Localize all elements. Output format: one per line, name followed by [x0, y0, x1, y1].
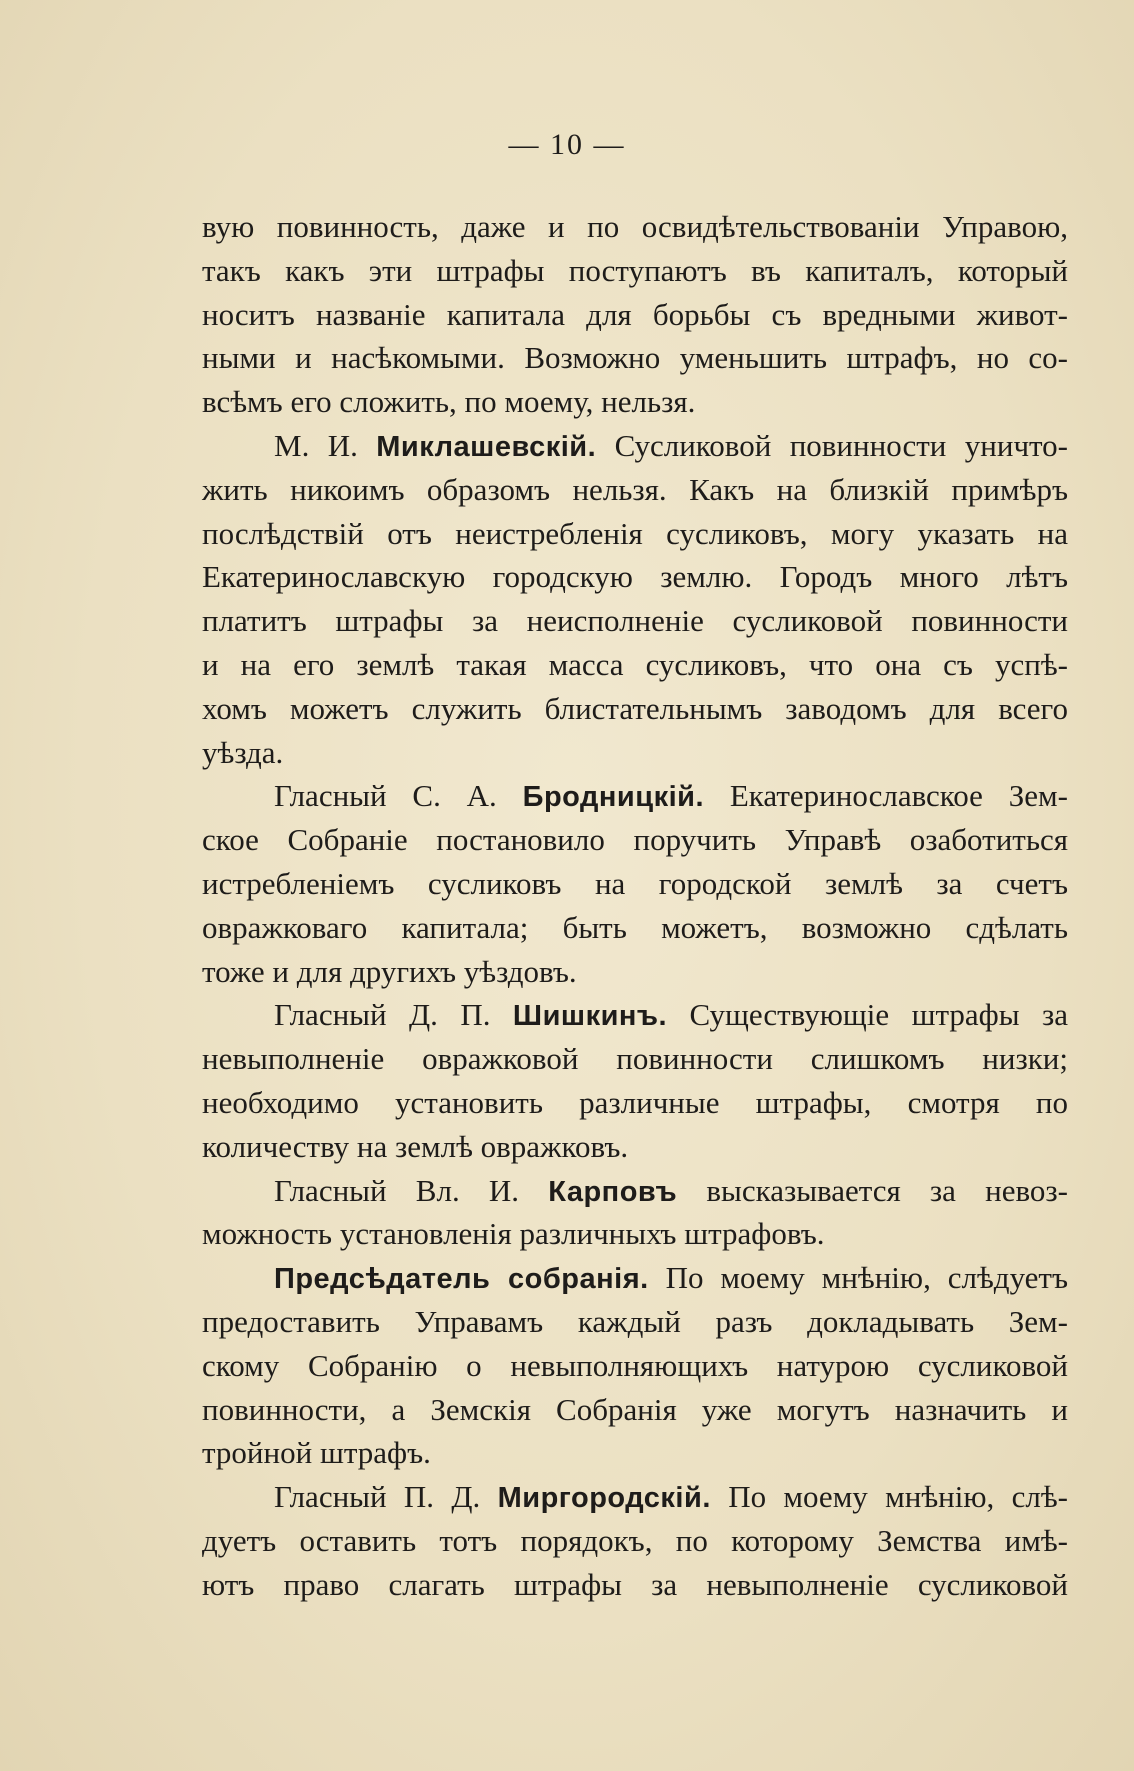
line-text: такъ какъ эти штрафы поступаютъ въ капиталъ, который [202, 252, 1068, 288]
text-line [202, 1475, 1068, 1519]
line-text: ютъ право слагать штрафы за невыполненіе сусликовой [202, 1566, 1068, 1602]
text-line [202, 862, 1068, 906]
line-text: По моему мнѣнію, слѣ- [710, 1479, 1068, 1515]
line-text: вую повинность, даже и по освидѣтельствованіи Управою, [202, 209, 1068, 244]
text-line [202, 599, 1068, 643]
line-text: ными и насѣкомыми. Возможно уменьшить штрафъ, но со- [202, 340, 1068, 376]
line-text: Гласный Вл. И. [274, 1172, 549, 1208]
speaker-name: Миклашевскій. [376, 430, 597, 463]
text-line [202, 950, 1068, 994]
speaker-name: Бродницкій. [522, 781, 705, 814]
line-text: жить никоимъ образомъ нельзя. Какъ на близкій примѣръ [202, 471, 1068, 507]
text-line [202, 1519, 1068, 1563]
text-line [202, 1563, 1068, 1607]
text-line [202, 205, 1068, 249]
text-line [202, 731, 1068, 775]
line-text: Екатеринославское Зем- [704, 778, 1068, 814]
text-line [202, 512, 1068, 556]
text-line [202, 687, 1068, 731]
line-text: Существующіе штрафы за [667, 997, 1068, 1033]
line-text: По моему мнѣнію, слѣдуетъ [648, 1260, 1068, 1296]
line-text: послѣдствій отъ неистребленія сусликовъ, могу указать на [202, 515, 1068, 551]
text-line [202, 1344, 1068, 1388]
text-line [202, 249, 1068, 293]
text-line [202, 293, 1068, 337]
page-number: — 10 — [508, 128, 626, 161]
text-line [202, 906, 1068, 950]
line-text: количеству на землѣ овражковъ. [202, 1128, 629, 1164]
text-line [202, 555, 1068, 599]
text-line [202, 993, 1068, 1037]
text-line [202, 1169, 1068, 1213]
line-text: всѣмъ его сложить, по моему, нельзя. [202, 384, 696, 420]
text-line [202, 774, 1068, 818]
line-text: можность установленія различныхъ штрафовъ. [202, 1216, 825, 1252]
text-line [202, 1388, 1068, 1432]
speaker-name: Шишкинъ. [512, 1000, 668, 1033]
line-text: тройной штрафъ. [202, 1435, 431, 1471]
line-text: истребленіемъ сусликовъ на городской землѣ за счетъ [202, 865, 1068, 901]
speaker-name: Миргородскій. [497, 1482, 711, 1515]
text-line [202, 1081, 1068, 1125]
line-text: скому Собранію о невыполняющихъ натурою сусликовой [202, 1347, 1068, 1383]
text-line [202, 818, 1068, 862]
text-line [202, 1212, 1068, 1256]
speaker-name: Предсѣдатель собранія. [274, 1263, 649, 1296]
line-text: и на его землѣ такая масса сусликовъ, что она съ успѣ- [202, 646, 1068, 682]
text-line [202, 1125, 1068, 1169]
text-line [202, 1300, 1068, 1344]
line-text: Сусликовой повинности уничто- [596, 427, 1069, 463]
line-text: высказывается за невоз- [677, 1172, 1068, 1208]
line-text: М. И. [274, 427, 377, 463]
line-text: платитъ штрафы за неисполненіе сусликовой повинности [202, 603, 1068, 639]
body-text [202, 205, 1068, 1607]
line-text: невыполненіе овражковой повинности слишкомъ низки; [202, 1041, 1068, 1077]
line-text: тоже и для другихъ уѣздовъ. [202, 953, 577, 989]
line-text: повинности, а Земскія Собранія уже могутъ назначить и [202, 1391, 1068, 1427]
line-text: дуетъ оставить тотъ порядокъ, по которому Земства имѣ- [202, 1522, 1068, 1558]
text-line [202, 424, 1068, 468]
text-line [202, 1037, 1068, 1081]
line-text: овражковаго капитала; быть можетъ, возможно сдѣлать [202, 909, 1068, 945]
text-line [202, 380, 1068, 424]
line-text: уѣзда. [202, 734, 284, 770]
line-text: необходимо установить различные штрафы, смотря по [202, 1084, 1068, 1120]
line-text: Гласный П. Д. [274, 1479, 498, 1515]
line-text: Гласный Д. П. [274, 997, 513, 1033]
text-line [202, 643, 1068, 687]
text-line [202, 468, 1068, 512]
line-text: Гласный С. А. [274, 778, 523, 814]
line-text: хомъ можетъ служить блистательнымъ заводомъ для всего [202, 690, 1068, 726]
line-text: носитъ названіе капитала для борьбы съ вредными живот- [202, 296, 1068, 332]
text-line [202, 1431, 1068, 1475]
line-text: ское Собраніе постановило поручить Управѣ озаботиться [202, 822, 1068, 858]
line-text: Екатеринославскую городскую землю. Городъ много лѣтъ [202, 559, 1068, 595]
speaker-name: Карповъ [548, 1175, 678, 1208]
text-line [202, 336, 1068, 380]
text-line [202, 1256, 1068, 1300]
line-text: предоставить Управамъ каждый разъ докладывать Зем- [202, 1303, 1068, 1339]
